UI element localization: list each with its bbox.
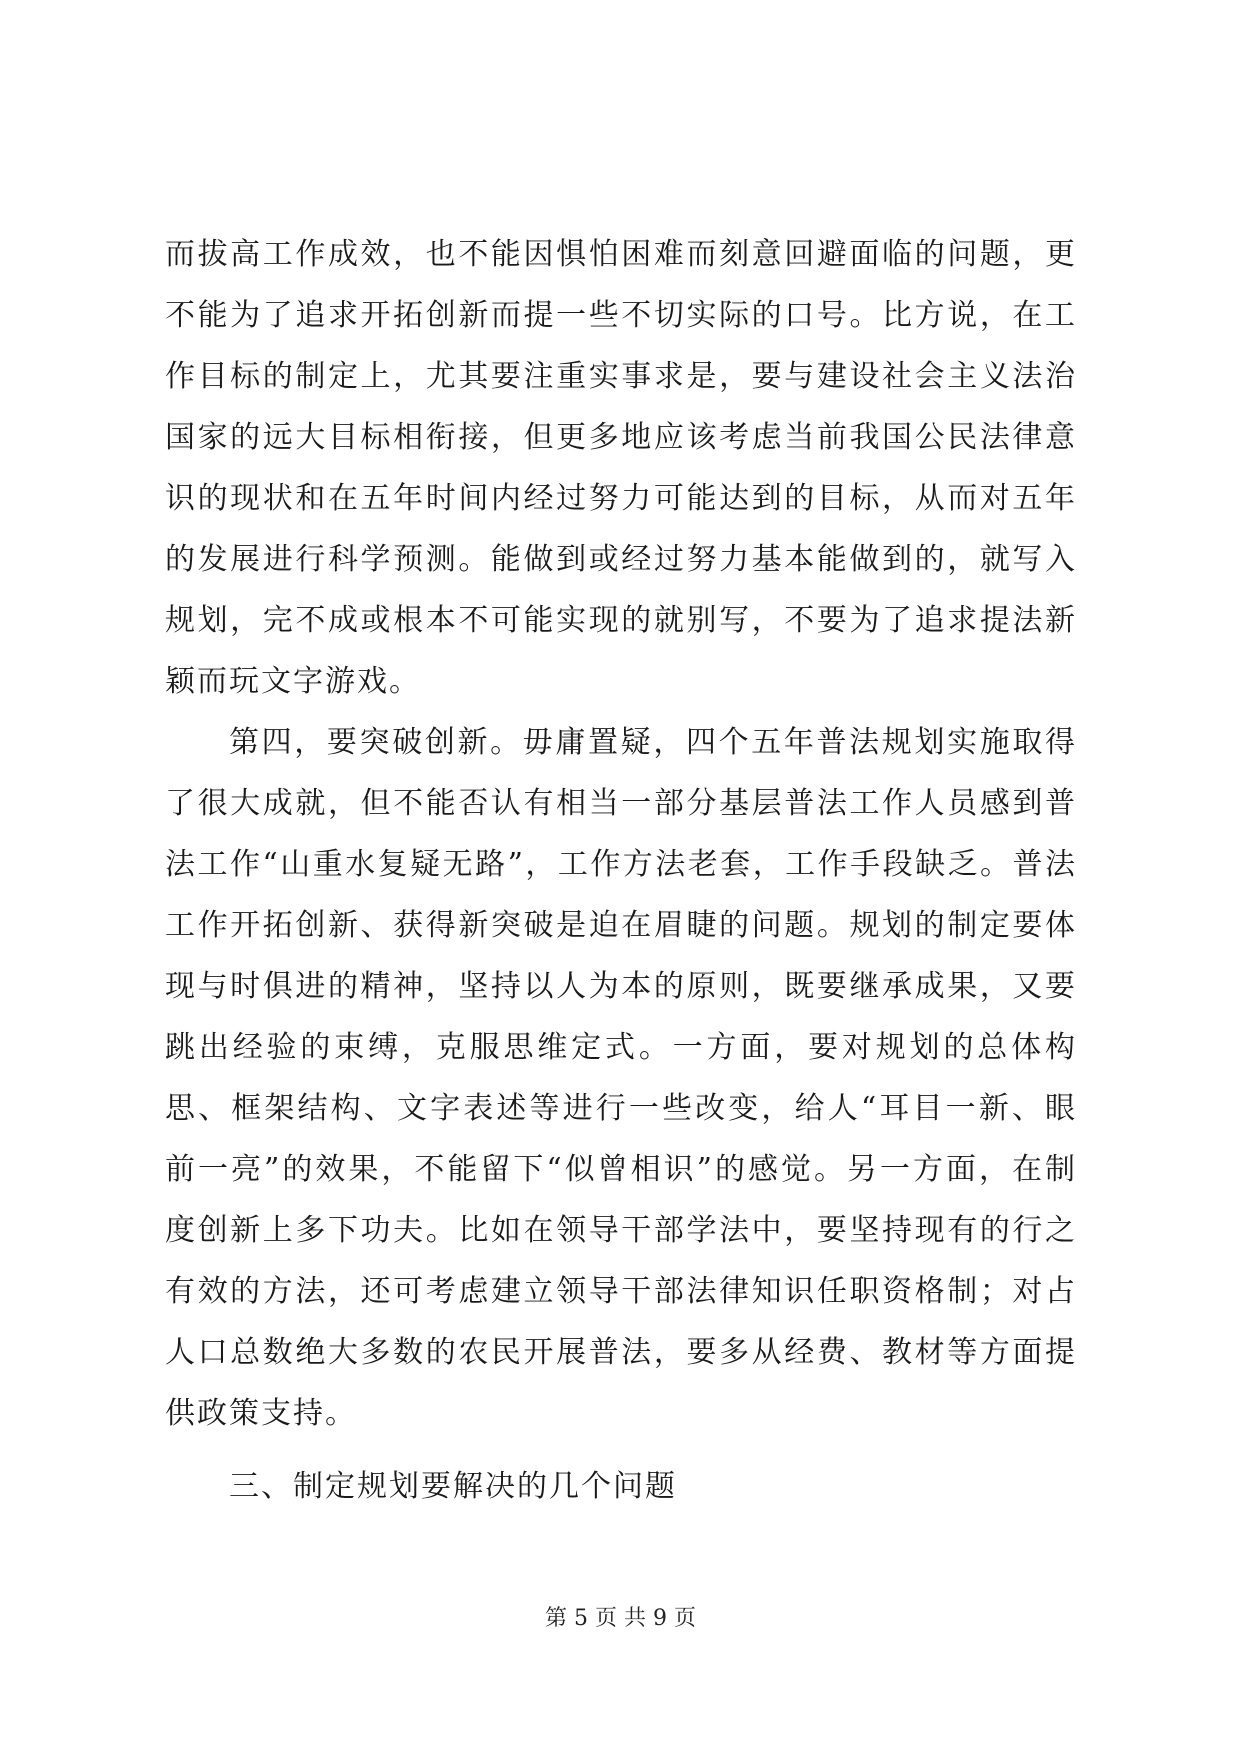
paragraph-fourth-point: 第四，要突破创新。毋庸置疑，四个五年普法规划实施取得了很大成就，但不能否认有相当一部分基层普法工作人员感到普法工作“山重水复疑无路”，工作方法老套，工作手段缺乏。普法工作开拓创新、获得新突破是迫在眉睫的问题。规划的制定要体现与时俱进的精神，坚持以人为本的原则，既要继承成果，又要跳出经验的束缚，克服思维定式。一方面，要对规划的总体构思、框架结构、文字表述等进行一些改变，给人“耳目一新、眼前一亮”的效果，不能留下“似曾相识”的感觉。另一方面，在制度创新上多下功夫。比如在领导干部学法中，要坚持现有的行之有效的方法，还可考虑建立领导干部法律知识任职资格制；对占人口总数绝大多数的农民开展普法，要多从经费、教材等方面提供政策支持。 <box>165 725 1077 1431</box>
section-heading: 三、制定规划要解决的几个问题 <box>229 1469 677 1504</box>
body-text <box>165 224 1077 1517</box>
paragraph-continuation: 而拔高工作成效，也不能因惧怕困难而刻意回避面临的问题，更不能为了追求开拓创新而提一些不切实际的口号。比方说，在工作目标的制定上，尤其要注重实事求是，要与建设社会主义法治国家的远大目标相衔接，但更多地应该考虑当前我国公民法律意识的现状和在五年时间内经过努力可能达到的目标，从而对五年的发展进行科学预测。能做到或经过努力基本能做到的，就写入规划，完不成或根本不可能实现的就别写，不要为了追求提法新颖而玩文字游戏。 <box>165 237 1077 699</box>
page-footer: 第 5 页 共 9 页 <box>545 1606 696 1631</box>
